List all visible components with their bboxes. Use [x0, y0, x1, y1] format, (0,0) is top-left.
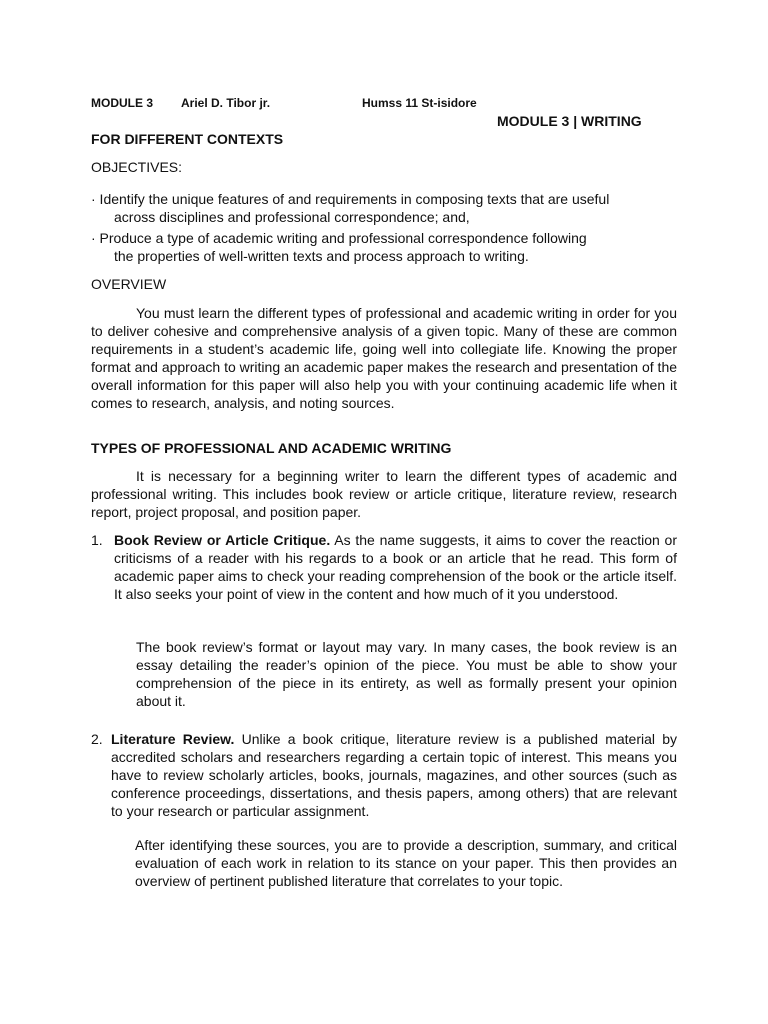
header-author: Ariel D. Tibor jr. [181, 96, 271, 110]
list-item-number: 1. [91, 532, 103, 548]
list-item-body [114, 531, 677, 603]
overview-paragraph: You must learn the different types of professional and academic writing in order for you to deliver cohesive and comprehensive analysis of a given topic. Many of these are common requirements in a student’s academic life, going well into collegiate life. Knowing the proper format and approach to writing an academic paper makes the research and presentation of the overall information for this paper will also help you with your continuing academic life when it comes to research, analysis, and noting sources. [91, 305, 678, 411]
title-line-2: FOR DIFFERENT CONTEXTS [91, 131, 284, 147]
header-section: Humss 11 St-isidore [362, 96, 477, 110]
types-heading: TYPES OF PROFESSIONAL AND ACADEMIC WRITING [91, 440, 452, 456]
title-line-1: MODULE 3 | WRITING [497, 113, 642, 129]
overview-heading: OVERVIEW [91, 276, 167, 292]
objective-item [91, 229, 681, 265]
objective-line: · Identify the unique features of and requirements in composing texts that are useful [91, 191, 610, 207]
objective-line: · Produce a type of academic writing and professional correspondence following [91, 230, 587, 246]
list-item-term: Book Review or Article Critique. [114, 532, 331, 548]
header-module: MODULE 3 [91, 96, 154, 110]
list-item-text: As the name suggests, it aims to cover the reaction or criticisms of a reader with his regards to a book or an article that he read. This form of academic paper aims to check your reading comprehension of the book or the article itself. It also seeks your point of view in the content and how much of it you understood. [114, 532, 677, 602]
list-item [91, 531, 677, 603]
objective-line-cont: the properties of well-written texts and process approach to writing. [114, 248, 529, 264]
list-item [91, 730, 677, 820]
objective-item [91, 190, 681, 226]
types-intro: It is necessary for a beginning writer to learn the different types of academic and professional writing. This includes book review or article critique, literature review, research report, project proposal, and position paper. [91, 468, 677, 520]
list-item-term: Literature Review. [111, 731, 235, 747]
objectives-heading: OBJECTIVES: [91, 159, 183, 175]
list-item-sub-paragraph: The book review’s format or layout may vary. In many cases, the book review is an essay detailing the reader’s opinion of the piece. You must be able to show your comprehension of the piece in its entirety, as well as formally present your opinion about it. [136, 639, 677, 709]
list-item-body [111, 730, 677, 820]
list-item-sub-paragraph: After identifying these sources, you are to provide a description, summary, and critical evaluation of each work in relation to its stance on your paper. This then provides an overview of pertinent published literature that correlates to your topic. [135, 837, 677, 889]
list-item-text: Unlike a book critique, literature review is a published material by accredited scholars and researchers regarding a certain topic of interest. This means you have to review scholarly articles, books, journals, magazines, and other sources (such as conference proceedings, dissertations, and thesis papers, among others) that are relevant to your research or particular assignment. [111, 731, 677, 819]
list-item-number: 2. [91, 731, 103, 747]
objective-line-cont: across disciplines and professional correspondence; and, [114, 209, 470, 225]
